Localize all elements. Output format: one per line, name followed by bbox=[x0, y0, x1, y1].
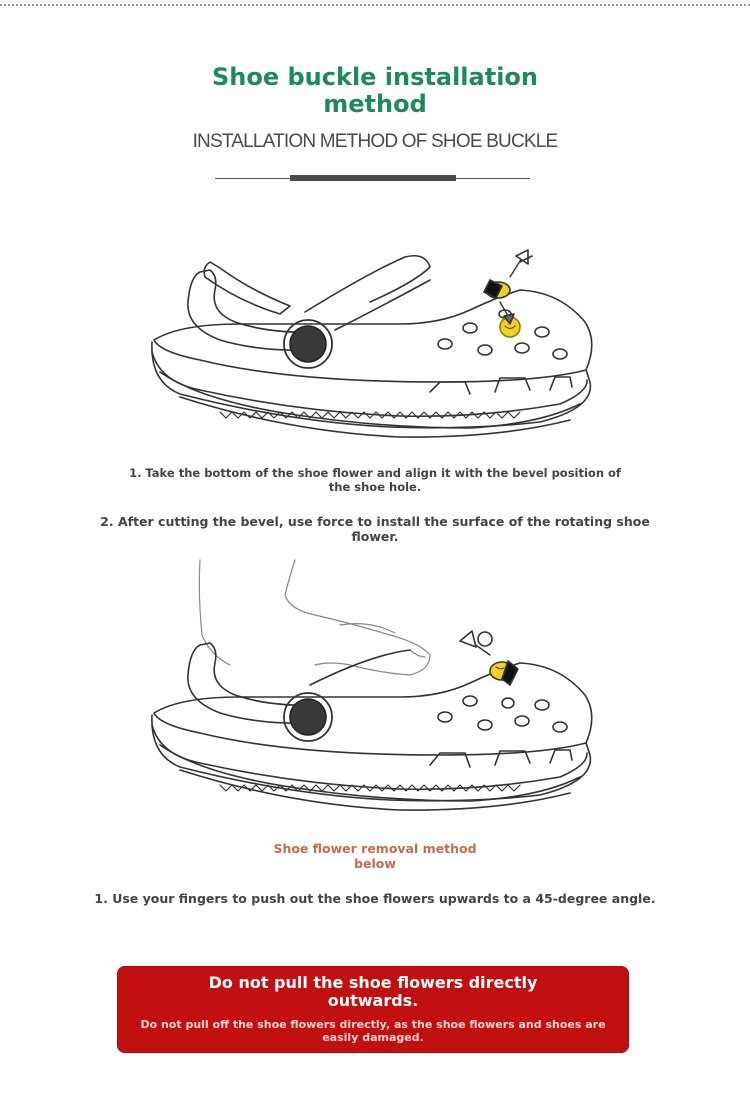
warning-banner bbox=[117, 966, 629, 1053]
clog-install-illustration bbox=[140, 232, 610, 444]
clog-removal-illustration bbox=[140, 555, 610, 835]
removal-step-1: 1. Use your fingers to push out the shoe flowers upwards to a 45-degree angle. bbox=[94, 891, 656, 906]
warning-heading: Do not pull the shoe flowers directly outwards. bbox=[208, 973, 538, 1010]
removal-section-title: Shoe flower removal method below bbox=[273, 841, 477, 871]
title-divider-accent bbox=[290, 175, 456, 181]
install-step-2: 2. After cutting the bevel, use force to install the surface of the rotating shoe flower. bbox=[100, 514, 650, 544]
warning-detail: Do not pull off the shoe flowers directly, as the shoe flowers and shoes are easily damaged. bbox=[140, 1018, 606, 1044]
page-subtitle: INSTALLATION METHOD OF SHOE BUCKLE bbox=[192, 131, 558, 152]
dotted-top-border bbox=[0, 4, 750, 10]
page-title: Shoe buckle installation method bbox=[212, 63, 538, 118]
upward-arrow-icon bbox=[510, 250, 532, 277]
upward-arrow-icon bbox=[460, 631, 492, 655]
install-step-1: 1. Take the bottom of the shoe flower and align it with the bevel position of the shoe hole. bbox=[129, 466, 621, 494]
hand-finger-illustration bbox=[199, 560, 430, 675]
